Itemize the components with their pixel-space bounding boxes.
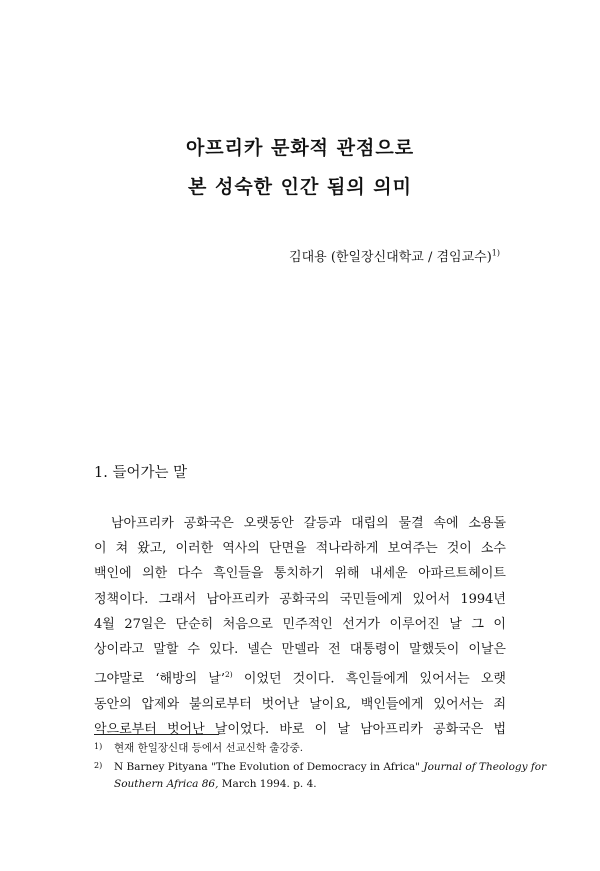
footnote-2 [94, 757, 547, 776]
author-footnote-ref: 1) [491, 248, 500, 258]
footnote-journal: Journal of Theology for [423, 761, 547, 773]
author-affiliation: (한일장신대학교 / 겸임교수) [330, 250, 492, 265]
footnote-text: N Barney Pityana "The Evolution of Democracy in Africa" [114, 761, 421, 773]
author-byline [289, 246, 500, 265]
body-line: 백인에 의한 다수 흑인들을 통치하기 위해 내세운 아파르트헤이트 [94, 566, 506, 582]
title-line-2: 본 성숙한 인간 됨의 의미 [188, 176, 412, 198]
body-footnote-ref: 2) [225, 670, 233, 680]
body-line: 동안의 압제와 불의로부터 벗어난 날이요, 백인들에게 있어서는 죄 [94, 696, 506, 712]
footnote-number: 2) [94, 761, 103, 770]
footnote-text: 현재 한일장신대 등에서 선교신학 출강중. [114, 742, 304, 754]
body-line: 남아프리카 공화국은 오랫동안 갈등과 대립의 물결 속에 소용돌 [111, 516, 506, 531]
author-name: 김대용 [289, 250, 327, 265]
body-line [94, 662, 506, 692]
body-line: 정책이다. 그래서 남아프리카 공화국의 국민들에게 있어서 1994년 [94, 591, 506, 607]
body-line: 이 쳐 왔고, 이러한 역사의 단면을 적나라하게 보여주는 것이 소수 [94, 541, 506, 557]
footnote-1 [94, 738, 514, 757]
footnote-text: March 1994. p. 4. [221, 778, 317, 790]
footnote-journal: Southern Africa 86, [114, 778, 219, 790]
body-line-segment: 이었던 것이다. 흑인들에게 있어서는 오랫 [232, 671, 506, 687]
footnote-number: 1) [94, 742, 103, 751]
body-line: 상이라고 말할 수 있다. 넬슨 만델라 전 대통령이 말했듯이 이날은 [94, 642, 506, 658]
body-line-segment: 그야말로 ‘해방의 날’ [94, 671, 225, 687]
body-line: 4월 27일은 단순히 처음으로 민주적인 선거가 이루어진 날 그 이 [94, 616, 506, 632]
body-line: 악으로부터 벗어난 날이었다. 바로 이 날 남아프리카 공화국은 법 [94, 721, 506, 737]
footnote-divider [94, 734, 219, 735]
footnote-2-continued [94, 776, 514, 793]
footnotes [94, 738, 547, 793]
body-paragraph [94, 511, 506, 742]
section-heading: 1. 들어가는 말 [94, 465, 188, 481]
title-line-1: 아프리카 문화적 관점으로 [185, 137, 415, 159]
